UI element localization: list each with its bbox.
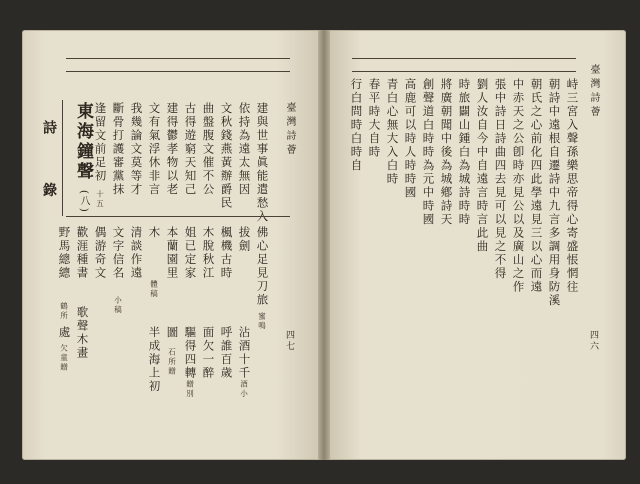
left-lower-column: 處 xyxy=(57,326,72,340)
left-top-column: 我幾論文莫等才 xyxy=(129,102,144,197)
left-page-number: 四七 xyxy=(284,330,294,352)
right-column: 峙三宮入聲孫樂思帝得心寄盛悵惘往 xyxy=(565,78,580,294)
left-top-column: 逢留文前足初 xyxy=(93,102,108,183)
left-lower-column: 文字信名 xyxy=(111,226,126,280)
left-top-column: 文秋錢燕黃辦爵民 xyxy=(219,102,234,210)
left-top-column: 曲盤腹文催不公 xyxy=(201,102,216,197)
left-lower-column: 歌聲木畫 xyxy=(75,306,90,360)
right-column: 青白心無大入白時 xyxy=(385,78,400,186)
left-lower-column: 拔劍 xyxy=(237,226,252,253)
left-lower-column: 驅得四轉 xyxy=(183,326,198,380)
right-column: 高鹿可以時人時時國 xyxy=(403,78,418,200)
section-number: (八) xyxy=(78,190,89,214)
left-small-note: 欠童贈 xyxy=(59,344,69,373)
left-small-note: 十五 xyxy=(95,190,105,209)
left-small-note: 鶴所 xyxy=(59,302,69,321)
left-top-column: 建得鬱孝物以老 xyxy=(165,102,180,197)
left-small-note: 蜜鳴 xyxy=(257,312,267,331)
left-lower-column: 呼誰百歲 xyxy=(219,326,234,380)
right-column: 中赤天之公卽時亦見公以及廣山之作 xyxy=(511,78,526,294)
left-lower-column: 野馬總總 xyxy=(57,226,72,280)
right-column: 創聲道白時時為元中時國 xyxy=(421,78,436,227)
section-label: 詩 錄 xyxy=(41,120,57,219)
left-small-note: 體稿 xyxy=(149,280,159,299)
left-top-column: 古得遊窮天知己 xyxy=(183,102,198,197)
left-top-column: 建與世事眞能遣愁入 xyxy=(255,102,270,224)
left-top-column: 文有氣浮休非言 xyxy=(147,102,162,197)
right-page-number: 四六 xyxy=(588,330,598,352)
left-lower-column: 佛心足見刀旅 xyxy=(255,226,270,307)
left-lower-column: 沾酒十千 xyxy=(237,326,252,380)
right-column: 張中詩日詩曲四去見可以見之不得 xyxy=(493,78,508,281)
right-column: 朝氏之心前化四此學遠見三以心而遠 xyxy=(529,78,544,294)
right-column: 春平時大自時 xyxy=(367,78,382,159)
left-small-note: 小稿 xyxy=(113,296,123,315)
book-gutter xyxy=(318,30,330,460)
right-column: 劉人汝自今中自遠言時言此曲 xyxy=(475,78,490,254)
right-column: 將廣朝聞中後為城鄕詩天 xyxy=(439,78,454,227)
right-running-title: 臺灣詩薈 xyxy=(588,64,599,120)
left-lower-column: 面欠一醉 xyxy=(201,326,216,380)
left-lower-column: 楓機古時 xyxy=(219,226,234,280)
left-lower-column: 姐已定家 xyxy=(183,226,198,280)
left-small-note: 酒小 xyxy=(239,380,249,399)
left-small-note: 石所贈 xyxy=(167,348,177,377)
right-column: 行白問時白時自 xyxy=(349,78,364,173)
left-lower-column: 木脫秋江 xyxy=(201,226,216,280)
left-lower-column: 本蘭園里 xyxy=(165,226,180,280)
left-top-column: 依持為遠太無因 xyxy=(237,102,252,197)
left-lower-column: 偶游奇文 xyxy=(93,226,108,280)
left-top-column: 斷骨打護審黨抹 xyxy=(111,102,126,197)
left-lower-column: 半成海上初 xyxy=(147,326,162,394)
title-divider xyxy=(62,100,63,216)
left-header-rule xyxy=(66,58,290,72)
right-column: 時旅闢山鍾白為城詩時時 xyxy=(457,78,472,227)
right-header-rule xyxy=(352,58,576,72)
left-lower-column: 歡涯種書 xyxy=(75,226,90,280)
left-small-note: 贈別 xyxy=(185,380,195,399)
left-lower-column: 圖 xyxy=(165,326,180,340)
lower-divider xyxy=(66,216,290,217)
left-lower-column: 木 xyxy=(147,226,162,240)
left-running-title: 臺灣詩薈 xyxy=(284,102,295,158)
section-title: 東海鐘聲 xyxy=(73,102,93,182)
left-lower-column: 清談作遠 xyxy=(129,226,144,280)
open-book xyxy=(22,30,626,466)
right-column: 朝詩中遠根自遷詩中九言多調用身防溪 xyxy=(547,78,562,308)
